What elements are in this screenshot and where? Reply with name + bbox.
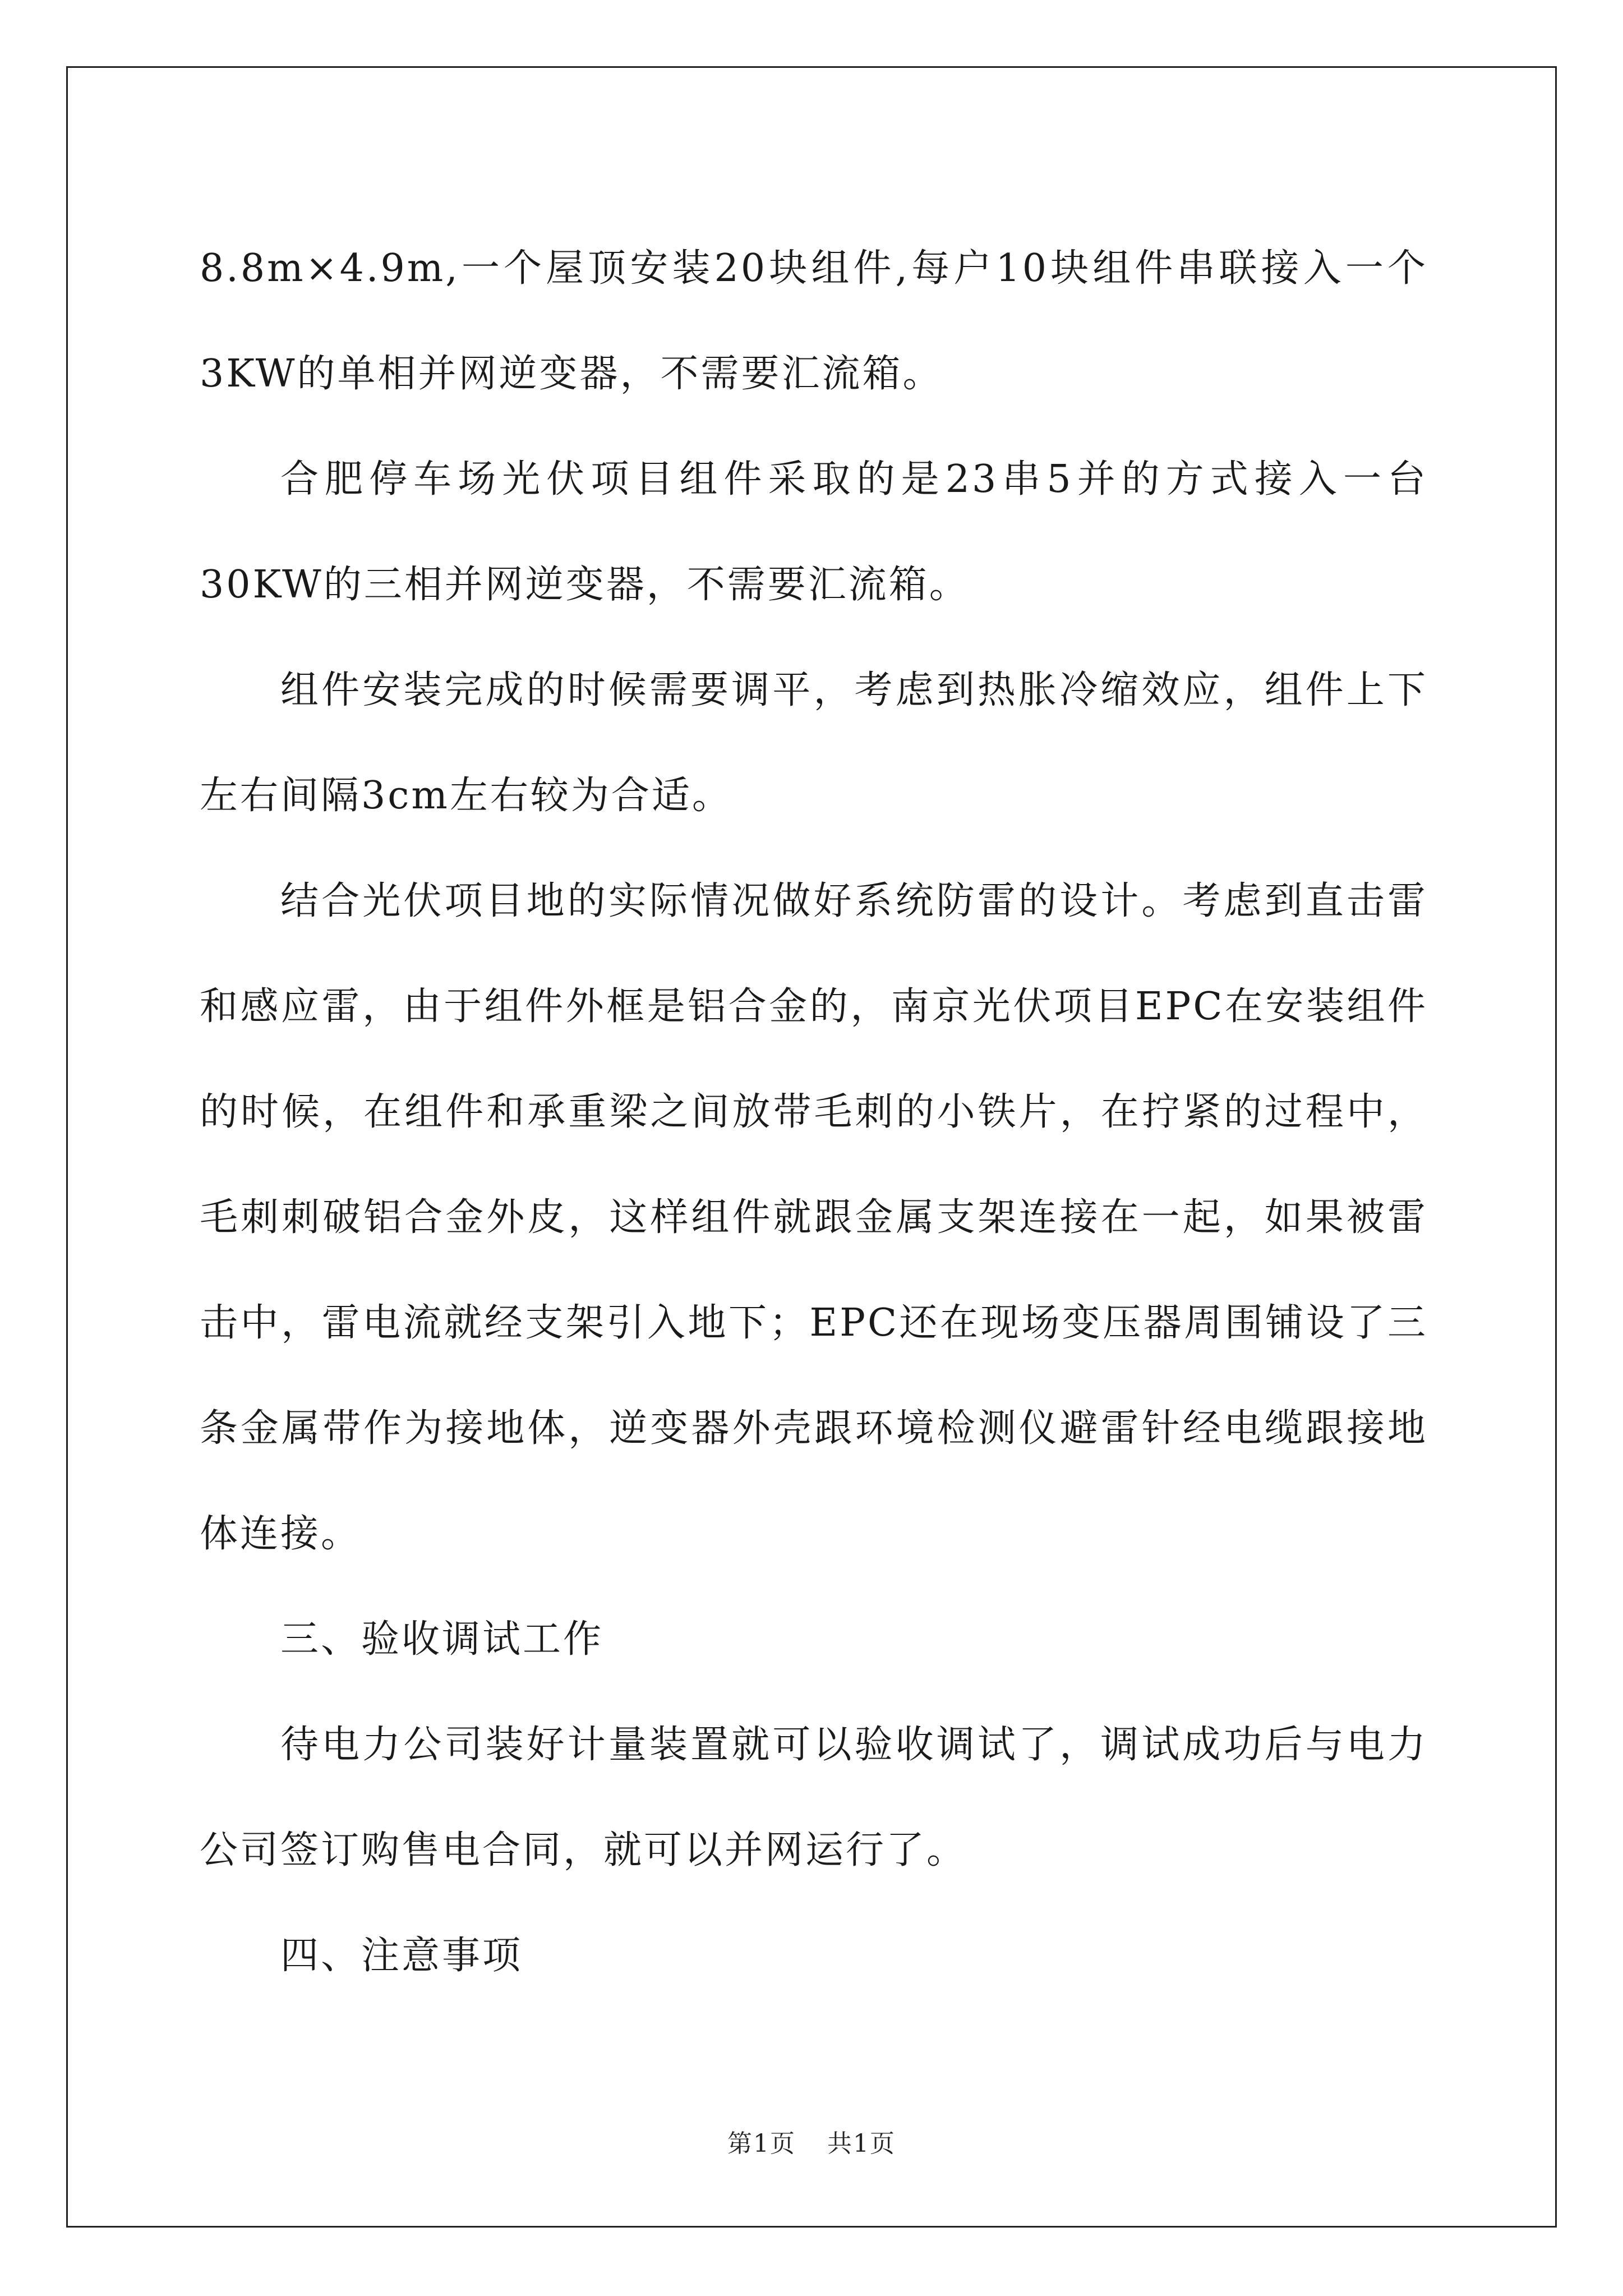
section-heading: 四、注意事项 <box>280 1934 523 1978</box>
paragraph: 待电力公司装好计量装置就可以验收调试了，调试成功后与电力公司签订购售电合同，就可以并网运行了。 <box>200 1723 1428 1872</box>
paragraph: 结合光伏项目地的实际情况做好系统防雷的设计。考虑到直击雷和感应雷，由于组件外框是铝合金的，南京光伏项目EPC在安装组件的时候，在组件和承重梁之间放带毛刺的小铁片，在拧紧的过程中，毛刺刺破铝合金外皮，这样组件就跟金属支架连接在一起，如果被雷击中，雷电流就经支架引入地下；EPC还在现场变压器周围铺设了三条金属带作为接地体，逆变器外壳跟环境检测仪避雷针经电缆跟接地体连接。 <box>200 879 1428 1556</box>
page-number: 第1页 <box>727 2129 796 2158</box>
section-heading: 三、验收调试工作 <box>280 1617 604 1662</box>
page-footer <box>0 2127 1623 2161</box>
paragraph: 合肥停车场光伏项目组件采取的是23串5并的方式接入一台30KW的三相并网逆变器，不需要汇流箱。 <box>200 457 1428 607</box>
page-total: 共1页 <box>827 2129 896 2158</box>
paragraph: 组件安装完成的时候需要调平，考虑到热胀冷缩效应，组件上下左右间隔3cm左右较为合适。 <box>200 668 1428 818</box>
document-body <box>200 216 1428 2009</box>
paragraph: 8.8m×4.9m,一个屋顶安装20块组件,每户10块组件串联接入一个3KW的单相并网逆变器，不需要汇流箱。 <box>200 246 1428 396</box>
